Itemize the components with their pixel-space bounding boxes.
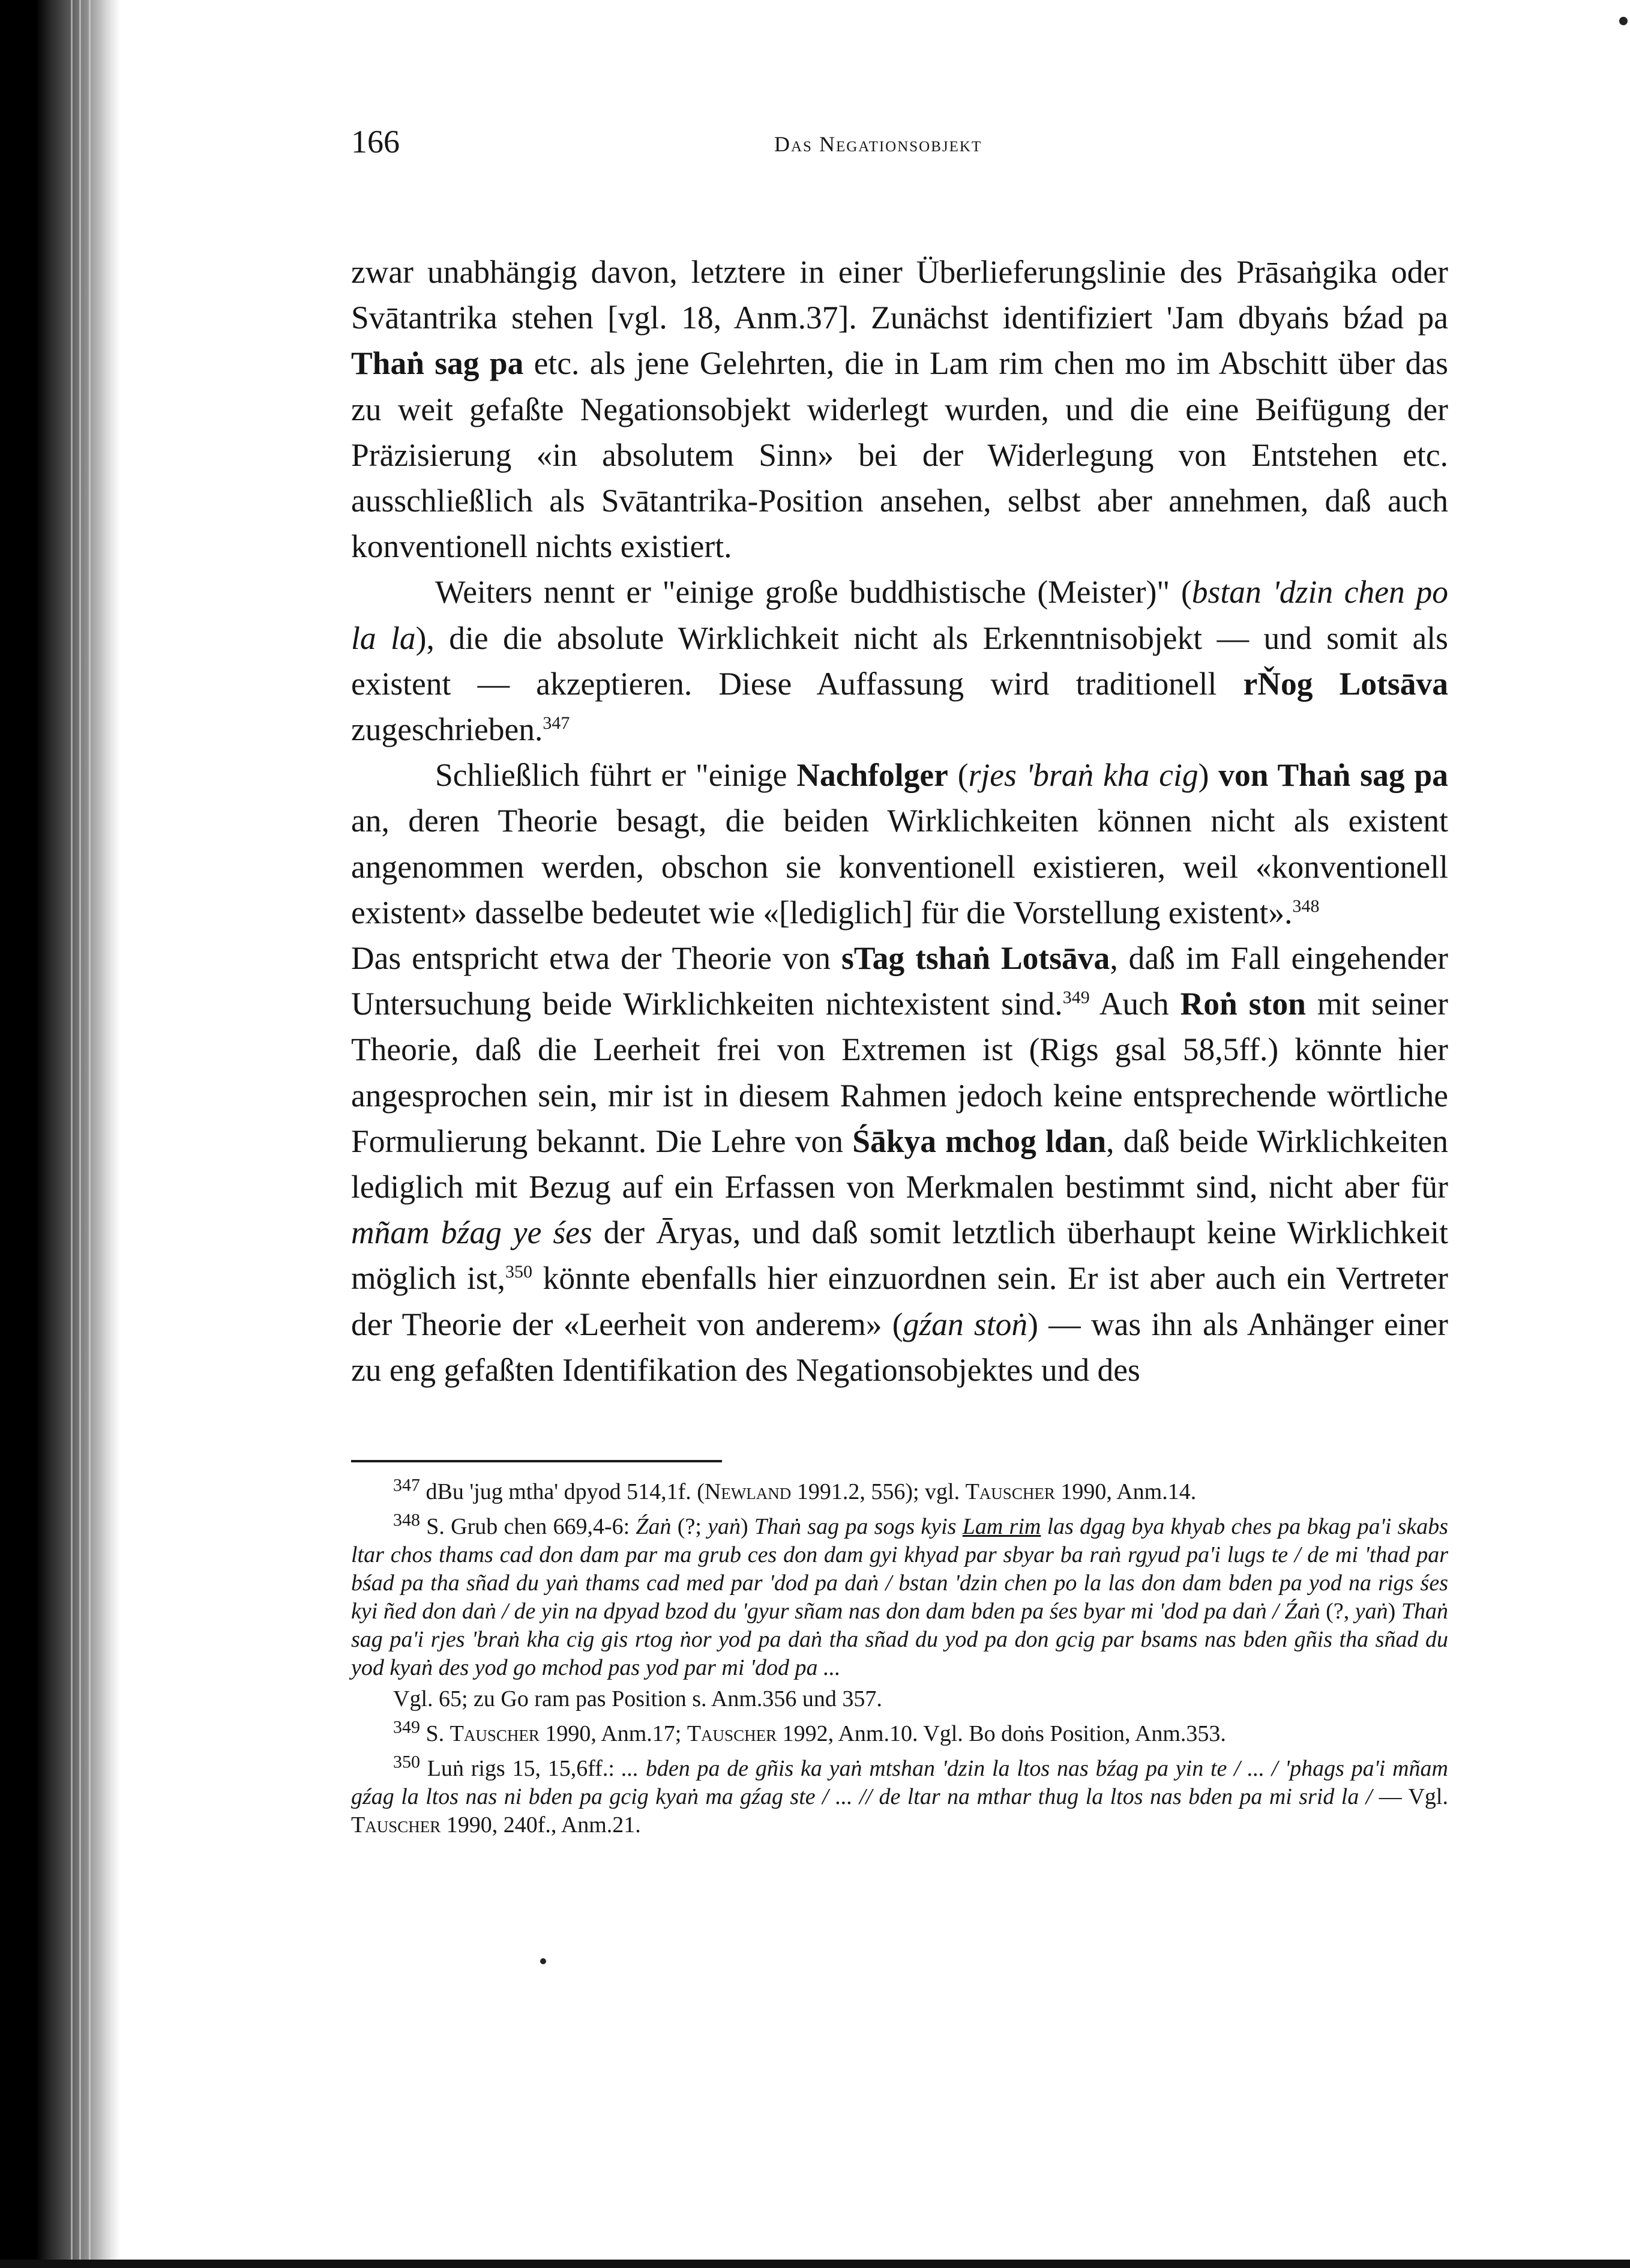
scan-speck (1619, 17, 1628, 25)
paragraph: zwar unabhängig davon, letztere in einer Überlieferungslinie des Prāsaṅgika oder Svātantrika stehen [vgl. 18, Anm.37]. Zunächst identifiziert 'Jam dbyaṅs bźad pa Thaṅ sag pa etc. als jene Gelehrten, die in Lam rim chen mo im Abschitt über das zu weit gefaßte Negationsobjekt widerlegt wurden, und die eine Beifügung der Präzisierung «in absolutem Sinn» bei der Widerlegung von Entstehen etc. ausschließlich als Svātantrika-Position ansehen, selbst aber annehmen, daß auch konventionell nichts existiert. (351, 254, 1448, 565)
paragraph: Weiters nennt er "einige große buddhistische (Meister)" (bstan 'dzin chen po la la), die die absolute Wirklichkeit nicht als Erkenntnisobjekt — und somit als existent — akzeptieren. Diese Auffassung wird traditionell rŇog Lotsāva zugeschrieben.$^{347}$ (351, 574, 1448, 748)
scan-bottom-edge (0, 2260, 1630, 2268)
paragraph: Schließlich führt er "einige Nachfolger (rjes 'braṅ kha cig) von Thaṅ sag pa an, deren Theorie besagt, die beiden Wirklichkeiten können nicht als existent angenommen werden, obschon sie konventionell existieren, weil «konventionell existent» dasselbe bedeutet wie «[lediglich] für die Vorstellung existent».$^{348}$ (351, 757, 1448, 930)
footnotes (351, 1475, 1449, 1846)
page-number: 166 (351, 124, 400, 160)
main-text (351, 249, 1448, 1393)
footnote-347: $^{347}$ dBu 'jug mtha' dpyod 514,1f. (Newland 1991.2, 556); vgl. Tauscher 1990, Anm.14. (393, 1475, 1197, 1504)
footnote-ref: 350 (505, 1262, 532, 1282)
footnote-348-continued: Vgl. 65; zu Go ram pas Position s. Anm.356 und 357. (393, 1686, 882, 1712)
footnote-ref: 347 (543, 713, 570, 734)
running-head: Das Negationsobjekt (774, 132, 982, 156)
footnote-348: $^{348}$ S. Grub chen 669,4-6: Źaṅ (?; yaṅ) Thaṅ sag pa sogs kyis Lam rim las dgag bya khyab ches pa bkag pa'i skabs ltar chos thams cad don dam par ma grub ces don dam gyi khyad par sbyar ba raṅ rgyud pa'i lugs te / de mi 'thad par bśad pa tha sñad du yaṅ thams cad med par 'dod pa daṅ / bstan 'dzin chen po la las don dam bden pa yod na rigs śes kyi ñed don daṅ / de yin na dpyad bzod du 'gyur sñam nas don dam bden pa śes byar mi 'dod pa daṅ / Źaṅ (?, yaṅ) Thaṅ sag pa'i rjes 'braṅ kha cig gis rtog ṅor yod pa daṅ tha sñad du yod pa don gcig par bsams nas bden gñis tha sñad du yod kyaṅ des yod go mchod pas yod par mi 'dod pa ... (351, 1510, 1449, 1680)
scan-speck (540, 1958, 546, 1964)
book-binding-shadow (0, 0, 120, 2268)
footnote-350: $^{350}$ Luṅ rigs 15, 15,6ff.: ... bden pa de gñis ka yaṅ mtshan 'dzin la ltos nas bźag pa yin te / ... / 'phags pa'i mñam gźag la ltos nas ni bden pa gcig kyaṅ ma gźag ste / ... // de ltar na mthar thug la ltos nas bden pa mi srid la / — Vgl. Tauscher 1990, 240f., Anm.21. (351, 1752, 1448, 1838)
footnote-349: $^{349}$ S. Tauscher 1990, Anm.17; Tauscher 1992, Anm.10. Vgl. Bo doṅs Position, Anm.353. (393, 1717, 1226, 1746)
footnote-ref: 348 (1292, 896, 1320, 917)
footnote-separator (351, 1460, 722, 1462)
paragraph: Das entspricht etwa der Theorie von sTag tshaṅ Lotsāva, daß im Fall eingehender Untersuchung beide Wirklichkeiten nichtexistent sind.$^{349}$ Auch Roṅ ston mit seiner Theorie, daß die Leerheit frei von Extremen ist (Rigs gsal 58,5ff.) könnte hier angesprochen sein, mir ist in diesem Rahmen jedoch keine entsprechende wörtliche Formulierung bekannt. Die Lehre von Śākya mchog ldan, daß beide Wirklichkeiten lediglich mit Bezug auf ein Erfassen von Merkmalen bestimmt sind, nicht aber für mñam bźag ye śes der Āryas, und daß somit letztlich überhaupt keine Wirklichkeit möglich ist,$^{350}$ könnte ebenfalls hier einzuordnen sein. Er ist aber auch ein Vertreter der Theorie der «Leerheit von anderem» (gźan stoṅ) — was ihn als Anhänger einer zu eng gefaßten Identifikation des Negationsobjektes und des (351, 940, 1448, 1388)
footnote-ref: 349 (1062, 988, 1090, 1008)
page-header (351, 123, 1450, 165)
